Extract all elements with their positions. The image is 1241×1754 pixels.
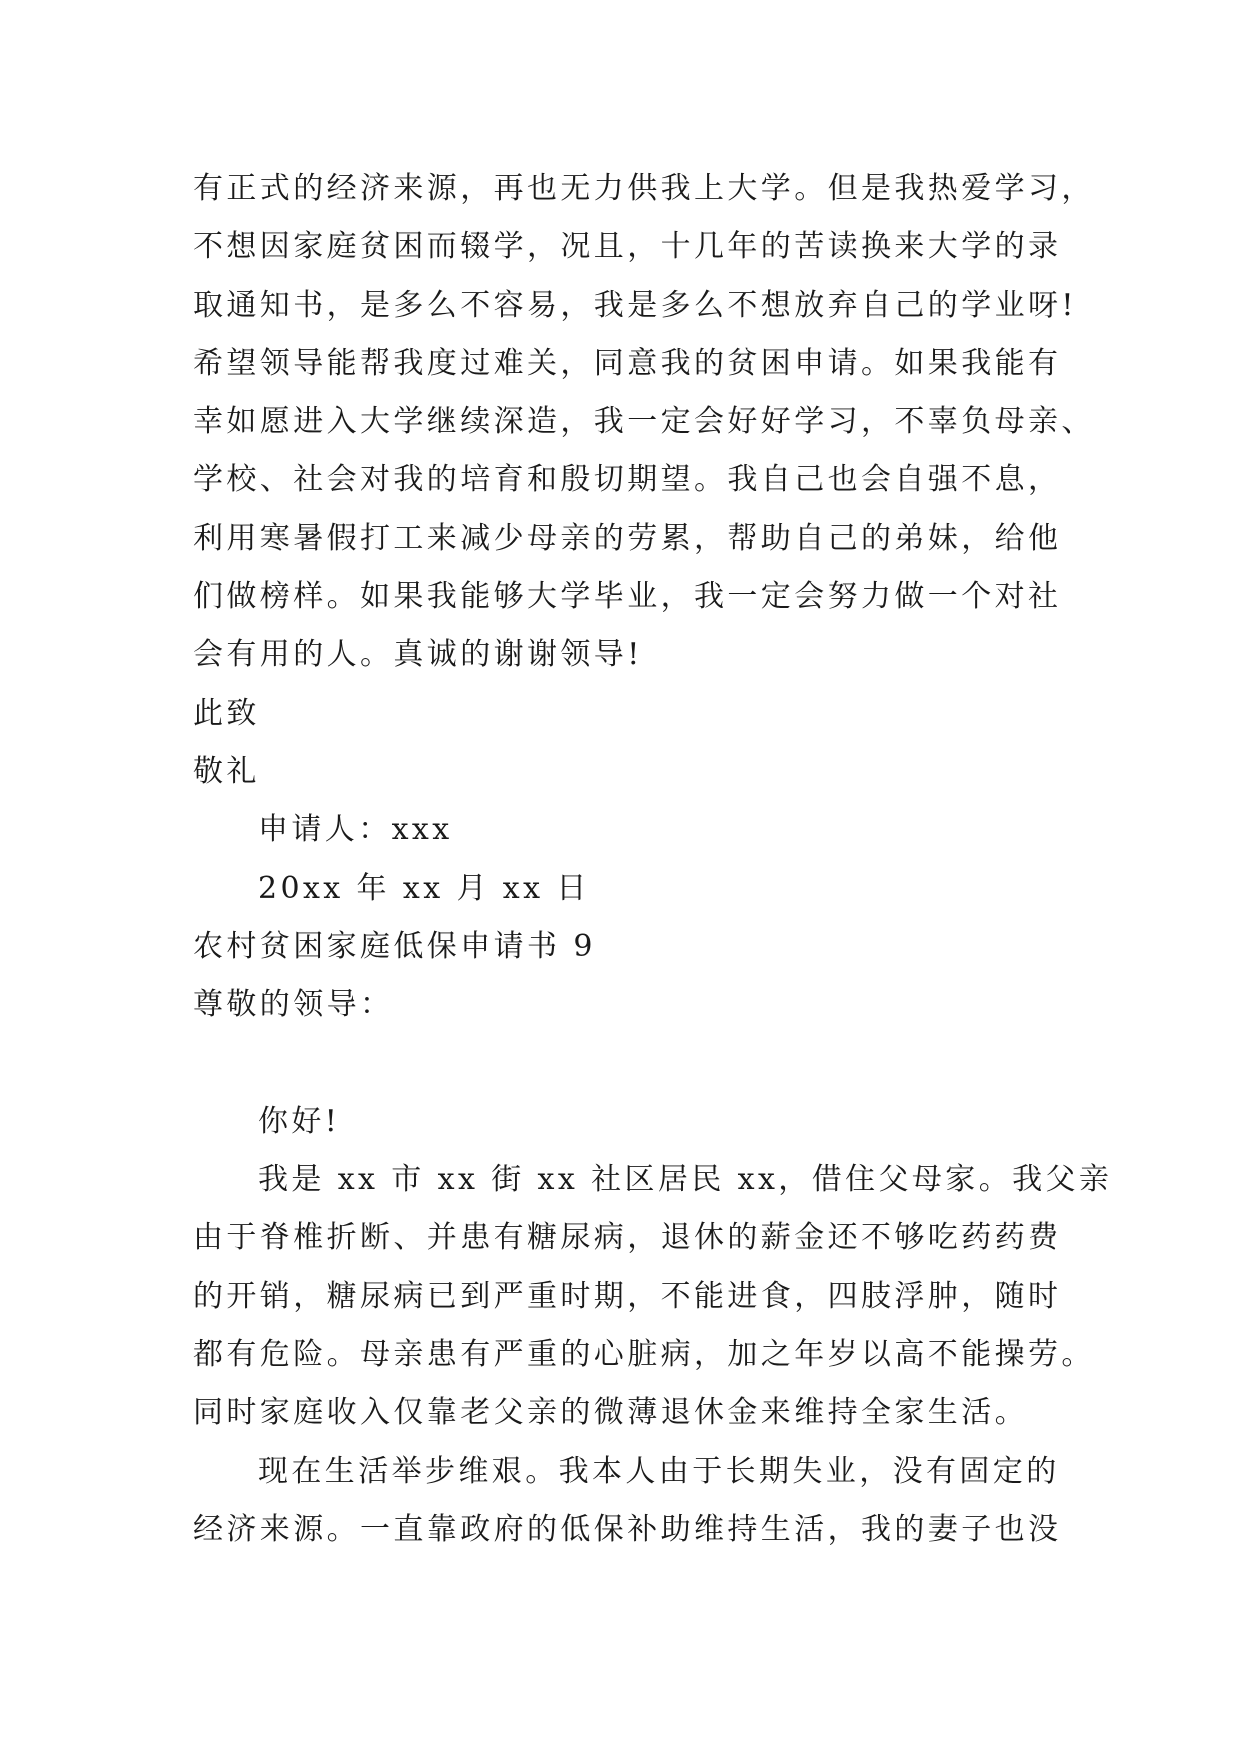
- text-line: 有正式的经济来源，再也无力供我上大学。但是我热爱学习，: [193, 171, 1095, 206]
- text-line: 利用寒暑假打工来减少母亲的劳累，帮助自己的弟妹，给他: [193, 520, 1062, 556]
- text-line: 幸如愿进入大学继续深造，我一定会好好学习，不辜负母亲、: [193, 404, 1095, 440]
- date-line: 20xx 年 xx 月 xx 日: [258, 870, 590, 906]
- text-line: 希望领导能帮我度过难关，同意我的贫困申请。如果我能有: [193, 345, 1062, 381]
- text-line: 都有危险。母亲患有严重的心脏病，加之年岁以高不能操劳。: [193, 1336, 1095, 1372]
- text-line: 现在生活举步维艰。我本人由于长期失业，没有固定的: [258, 1453, 1060, 1489]
- document-page: [193, 160, 1113, 1559]
- hello-line: 你好!: [258, 1103, 341, 1139]
- text-line: 取通知书，是多么不容易，我是多么不想放弃自己的学业呀!: [193, 287, 1077, 323]
- text-line: 学校、社会对我的培育和殷切期望。我自己也会自强不息，: [193, 462, 1062, 498]
- greeting: 尊敬的领导：: [193, 987, 394, 1023]
- text-line: 由于脊椎折断、并患有糖尿病，退休的薪金还不够吃药药费: [193, 1220, 1062, 1256]
- salutation-closing: 此致: [193, 695, 260, 731]
- blank-line: [193, 1034, 1073, 1092]
- salutation-regards: 敬礼: [193, 753, 260, 789]
- text-line: 会有用的人。真诚的谢谢领导!: [193, 637, 643, 673]
- applicant-signature: 申请人：xxx: [258, 812, 453, 848]
- section-title: 农村贫困家庭低保申请书 9: [193, 928, 596, 964]
- text-line: 我是 xx 市 xx 街 xx 社区居民 xx，借住父母家。我父亲: [258, 1162, 1113, 1198]
- text-line: 经济来源。一直靠政府的低保补助维持生活，我的妻子也没: [193, 1511, 1062, 1547]
- text-line: 的开销，糖尿病已到严重时期，不能进食，四肢浮肿，随时: [193, 1278, 1062, 1314]
- text-line: 不想因家庭贫困而辍学，况且，十几年的苦读换来大学的录: [193, 229, 1062, 265]
- text-line: 们做榜样。如果我能够大学毕业，我一定会努力做一个对社: [193, 579, 1062, 615]
- text-line: 同时家庭收入仅靠老父亲的微薄退休金来维持全家生活。: [193, 1395, 1028, 1431]
